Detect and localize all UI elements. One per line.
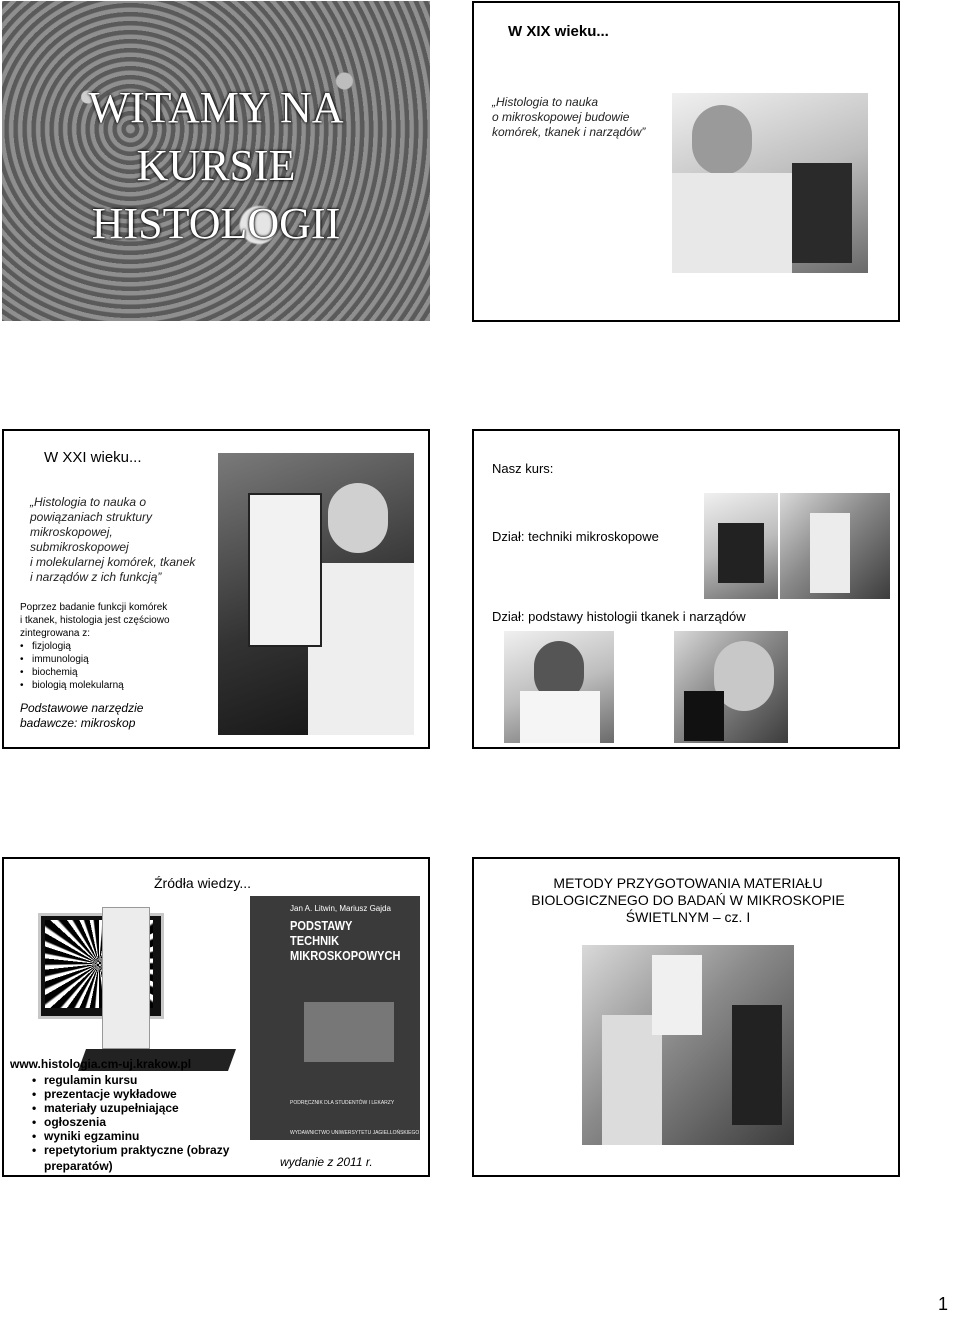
list-item: • biologią molekularną [20, 679, 170, 692]
book-microscope-image [304, 1002, 394, 1062]
quote-line: submikroskopowej [30, 540, 129, 554]
student-reading-photo [504, 631, 614, 743]
microscope-shape [248, 493, 322, 647]
tower-icon [102, 907, 150, 1049]
title-line: METODY PRZYGOTOWANIA MATERIAŁU [553, 875, 823, 891]
quote-line: „Histologia to nauka o [30, 495, 147, 509]
list-item: • biochemią [20, 666, 170, 679]
book-title [290, 918, 401, 963]
slide-4-title: Nasz kurs: [492, 461, 554, 476]
list-item: • repetytorium praktyczne (obrazy [32, 1143, 229, 1157]
lab-technician-photo [780, 493, 890, 599]
slide-3-footer [20, 701, 143, 731]
section-techniques-label: Dział: techniki mikroskopowe [492, 529, 659, 544]
slide-3-quote [30, 495, 195, 585]
person-right-shape [652, 955, 702, 1035]
integration-list [20, 640, 170, 692]
quote-line: o mikroskopowej budowie [492, 110, 630, 124]
slide-3-title: W XXI wieku... [44, 449, 142, 466]
quote-line: i narządów z ich funkcją” [30, 570, 162, 584]
scientist-with-microscope-photo [672, 93, 868, 273]
student-microscope-closeup-photo [674, 631, 788, 743]
slide-6 [472, 857, 900, 1177]
glassware-shape [732, 1005, 782, 1125]
slide-3-paragraph [20, 601, 170, 692]
title-line: WITAMY NA [88, 83, 344, 132]
computer-illustration [32, 903, 246, 1073]
list-item: • ogłoszenia [32, 1115, 229, 1129]
slide-3 [2, 429, 430, 749]
footer-line: badawcze: mikroskop [20, 716, 136, 730]
slide-6-title [474, 875, 900, 926]
book-title-line: PODSTAWY [290, 918, 353, 933]
list-item: • materiały uzupełniające [32, 1101, 229, 1115]
quote-line: komórek, tkanek i narządów” [492, 125, 646, 139]
microscope-body [718, 523, 764, 583]
slide-2-quote [492, 95, 645, 140]
title-line: ŚWIETLNYM – cz. I [625, 909, 751, 925]
list-continuation: preparatów) [44, 1159, 113, 1173]
researcher-at-microscope-photo [218, 453, 414, 735]
footer-line: Podstawowe narzędzie [20, 701, 144, 715]
page-number: 1 [938, 1294, 949, 1314]
book-publisher: WYDAWNICTWO UNIWERSYTETU JAGIELLOŃSKIEGO [290, 1130, 420, 1136]
list-item: • prezentacje wykładowe [32, 1087, 229, 1101]
slide-1-title [2, 79, 430, 253]
website-contents-list [32, 1073, 229, 1157]
book-authors: Jan A. Litwin, Mariusz Gajda [290, 904, 391, 913]
coat-shape [672, 173, 792, 273]
slide-5-title: Źródła wiedzy... [154, 875, 251, 891]
title-line: HISTOLOGII [91, 199, 341, 248]
book-subtitle: PODRĘCZNIK DLA STUDENTÓW I LEKARZY [290, 1100, 395, 1106]
coat-shape [810, 513, 850, 593]
title-line: BIOLOGICZNEGO DO BADAŃ W MIKROSKOPIE [531, 892, 845, 908]
quote-line: powiązaniach struktury [30, 510, 153, 524]
edition-note: wydanie z 2011 r. [280, 1155, 373, 1169]
eyepiece-shape [684, 691, 724, 741]
book-title-line: TECHNIK [290, 933, 340, 948]
coat-shape [308, 563, 414, 735]
list-item: • fizjologią [20, 640, 170, 653]
book-cover [250, 896, 420, 1140]
section-histology-label: Dział: podstawy histologii tkanek i narządów [492, 609, 746, 624]
slide-5 [2, 857, 430, 1177]
para-line: i tkanek, histologia jest częściowo [20, 615, 170, 626]
slide-2-title: W XIX wieku... [508, 23, 609, 40]
website-link[interactable]: www.histologia.cm-uj.krakow.pl [10, 1057, 192, 1071]
figure-silhouette [692, 105, 752, 175]
list-item: • wyniki egzaminu [32, 1129, 229, 1143]
slide-2 [472, 1, 900, 322]
title-line: KURSIE [136, 141, 296, 190]
face-shape [328, 483, 388, 553]
laboratory-photo [582, 945, 794, 1145]
quote-line: i molekularnej komórek, tkanek [30, 555, 196, 569]
shirt-shape [520, 691, 600, 743]
para-line: zintegrowana z: [20, 628, 91, 639]
list-item: • immunologią [20, 653, 170, 666]
book-title-line: MIKROSKOPOWYCH [290, 948, 401, 963]
slide-4 [472, 429, 900, 749]
slide-1 [2, 1, 430, 321]
list-item: • regulamin kursu [32, 1073, 229, 1087]
microscope-equipment-photo [704, 493, 778, 599]
quote-line: mikroskopowej, [30, 525, 113, 539]
para-line: Poprzez badanie funkcji komórek [20, 602, 168, 613]
microscope-shape [792, 163, 852, 263]
quote-line: „Histologia to nauka [492, 95, 599, 109]
